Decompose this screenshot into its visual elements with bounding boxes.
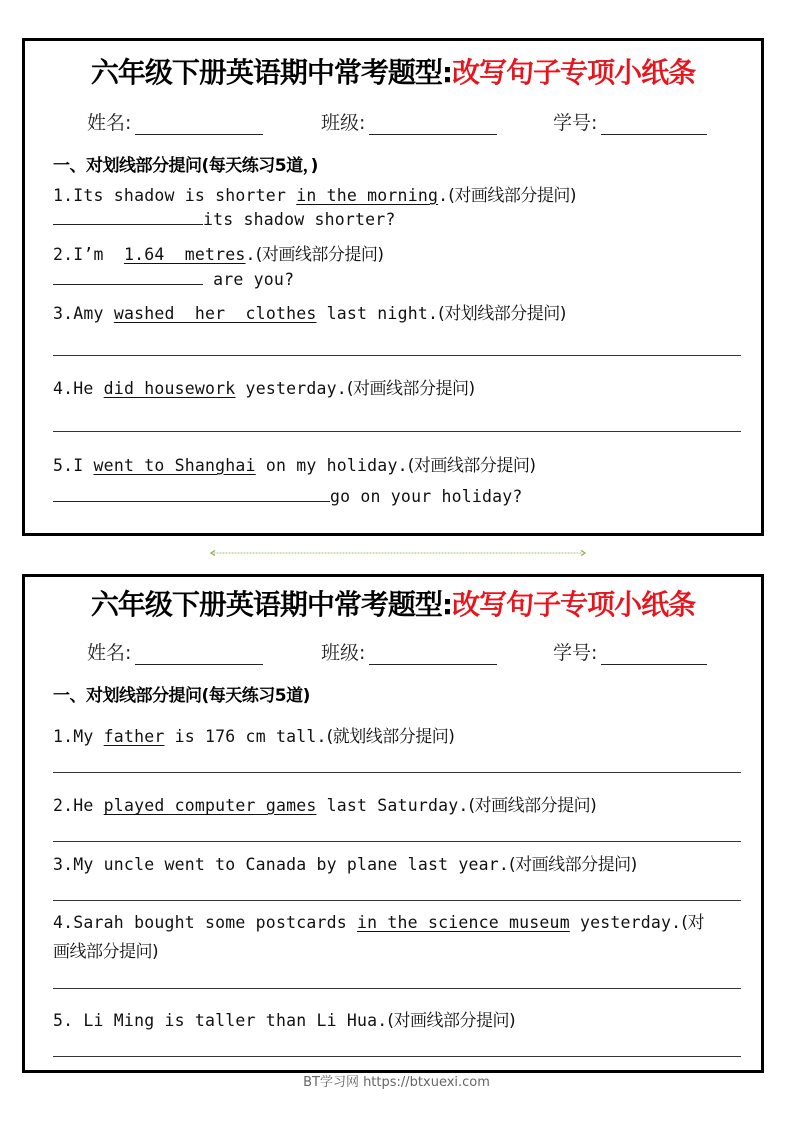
- id-field[interactable]: [553, 641, 707, 665]
- answer-5-blank[interactable]: [53, 487, 330, 502]
- class-blank[interactable]: [369, 114, 497, 135]
- q1-post: is 176 cm tall.: [164, 727, 327, 746]
- q4-text: 4.Sarah bought some postcards: [53, 913, 358, 932]
- question-5: [53, 1006, 515, 1031]
- q1-underlined: father: [103, 727, 165, 746]
- answer-5: [53, 487, 523, 506]
- worksheet-card-1: [22, 38, 764, 536]
- answer-3-line[interactable]: [53, 355, 741, 356]
- worksheet-title: [25, 55, 761, 91]
- name-field[interactable]: [87, 641, 263, 665]
- question-1: [53, 722, 454, 747]
- id-label: 学号:: [553, 642, 598, 664]
- answer-1-suffix: its shadow shorter?: [203, 210, 396, 229]
- worksheet-title: [25, 587, 761, 623]
- answer-2-blank[interactable]: [53, 270, 203, 285]
- answer-4-line[interactable]: [53, 988, 741, 989]
- title-black-part: 六年级下册英语期中常考题型:: [90, 56, 453, 89]
- q2-text: 2.I’m: [53, 245, 124, 264]
- title-black-part: 六年级下册英语期中常考题型:: [90, 588, 453, 621]
- id-blank[interactable]: [601, 644, 707, 665]
- q2-text: 2.He: [53, 796, 104, 815]
- question-5: [53, 451, 535, 476]
- class-field[interactable]: [321, 111, 497, 135]
- student-info-fields: [25, 641, 761, 671]
- q4-underlined: did housework: [103, 379, 236, 398]
- answer-2: [53, 270, 294, 289]
- q1-hint: (就划线部分提问): [326, 727, 455, 747]
- section-title: 一、对划线部分提问(每天练习5道，): [53, 156, 318, 176]
- q4-underlined: in the science museum: [357, 913, 570, 932]
- q4-hint-b: 画线部分提问): [53, 942, 159, 962]
- id-label: 学号:: [553, 112, 598, 134]
- title-red-part: 改写句子专项小纸条: [452, 588, 696, 621]
- q5-hint: (对画线部分提问): [387, 1011, 516, 1031]
- q2-hint: (对画线部分提问): [468, 796, 597, 816]
- question-4-cont: [53, 937, 158, 962]
- q3-text: 3.My uncle went to Canada by plane last year.: [53, 855, 510, 874]
- q1-text: 1.Its shadow is shorter: [53, 186, 297, 205]
- question-4: [53, 374, 475, 399]
- q5-hint: (对画线部分提问): [407, 456, 536, 476]
- q2-hint: (对画线部分提问): [255, 245, 384, 265]
- name-label: 姓名:: [87, 112, 132, 134]
- q1-post: .: [438, 186, 449, 205]
- answer-4-line[interactable]: [53, 431, 741, 432]
- q1-underlined: in the morning: [296, 186, 439, 205]
- q2-underlined: 1.64 metres: [123, 245, 246, 264]
- question-1: [53, 181, 576, 206]
- answer-1-line[interactable]: [53, 772, 741, 773]
- q2-post: .: [245, 245, 256, 264]
- name-field[interactable]: [87, 111, 263, 135]
- q4-post: yesterday.: [235, 379, 347, 398]
- answer-3-line[interactable]: [53, 900, 741, 901]
- question-2: [53, 240, 383, 265]
- q3-hint: (对画线部分提问): [509, 855, 637, 875]
- answer-5-suffix: go on your holiday?: [330, 487, 523, 506]
- class-label: 班级:: [321, 642, 366, 664]
- question-2: [53, 791, 596, 816]
- answer-1: [53, 210, 396, 229]
- question-3: [53, 850, 637, 875]
- q3-post: last night.: [316, 304, 439, 323]
- q5-post: on my holiday.: [255, 456, 408, 475]
- title-red-part: 改写句子专项小纸条: [452, 56, 696, 89]
- q4-hint: (对画线部分提问): [346, 379, 475, 399]
- q5-text: 5. Li Ming is taller than Li Hua.: [53, 1011, 388, 1030]
- q5-text: 5.I: [53, 456, 94, 475]
- q4-text: 4.He: [53, 379, 104, 398]
- answer-5-line[interactable]: [53, 1056, 741, 1057]
- worksheet-card-2: [22, 574, 764, 1073]
- class-label: 班级:: [321, 112, 366, 134]
- arrow-right-icon: [581, 551, 585, 556]
- id-field[interactable]: [553, 111, 707, 135]
- q4-hint-a: (对: [681, 913, 704, 933]
- student-info-fields: [25, 111, 761, 141]
- name-blank[interactable]: [135, 114, 263, 135]
- answer-2-suffix: are you?: [203, 270, 295, 289]
- name-blank[interactable]: [135, 644, 263, 665]
- q4-post: yesterday.: [569, 913, 682, 932]
- q3-hint: (对划线部分提问): [438, 304, 566, 324]
- answer-2-line[interactable]: [53, 841, 741, 842]
- q3-text: 3.Amy: [53, 304, 114, 323]
- dotted-arrow-divider: [22, 550, 774, 556]
- footer-watermark: BT学习网 https://btxuexi.com: [303, 1075, 490, 1090]
- q1-text: 1.My: [53, 727, 104, 746]
- q2-post: last Saturday.: [316, 796, 469, 815]
- question-4: [53, 908, 704, 933]
- id-blank[interactable]: [601, 114, 707, 135]
- q5-underlined: went to Shanghai: [93, 456, 256, 475]
- name-label: 姓名:: [87, 642, 132, 664]
- q3-underlined: washed her clothes: [113, 304, 317, 323]
- answer-1-blank[interactable]: [53, 210, 203, 225]
- q2-underlined: played computer games: [103, 796, 317, 815]
- class-field[interactable]: [321, 641, 497, 665]
- question-3: [53, 299, 566, 324]
- class-blank[interactable]: [369, 644, 497, 665]
- q1-hint: (对画线部分提问): [448, 186, 576, 206]
- section-title: 一、对划线部分提问(每天练习5道): [53, 686, 310, 706]
